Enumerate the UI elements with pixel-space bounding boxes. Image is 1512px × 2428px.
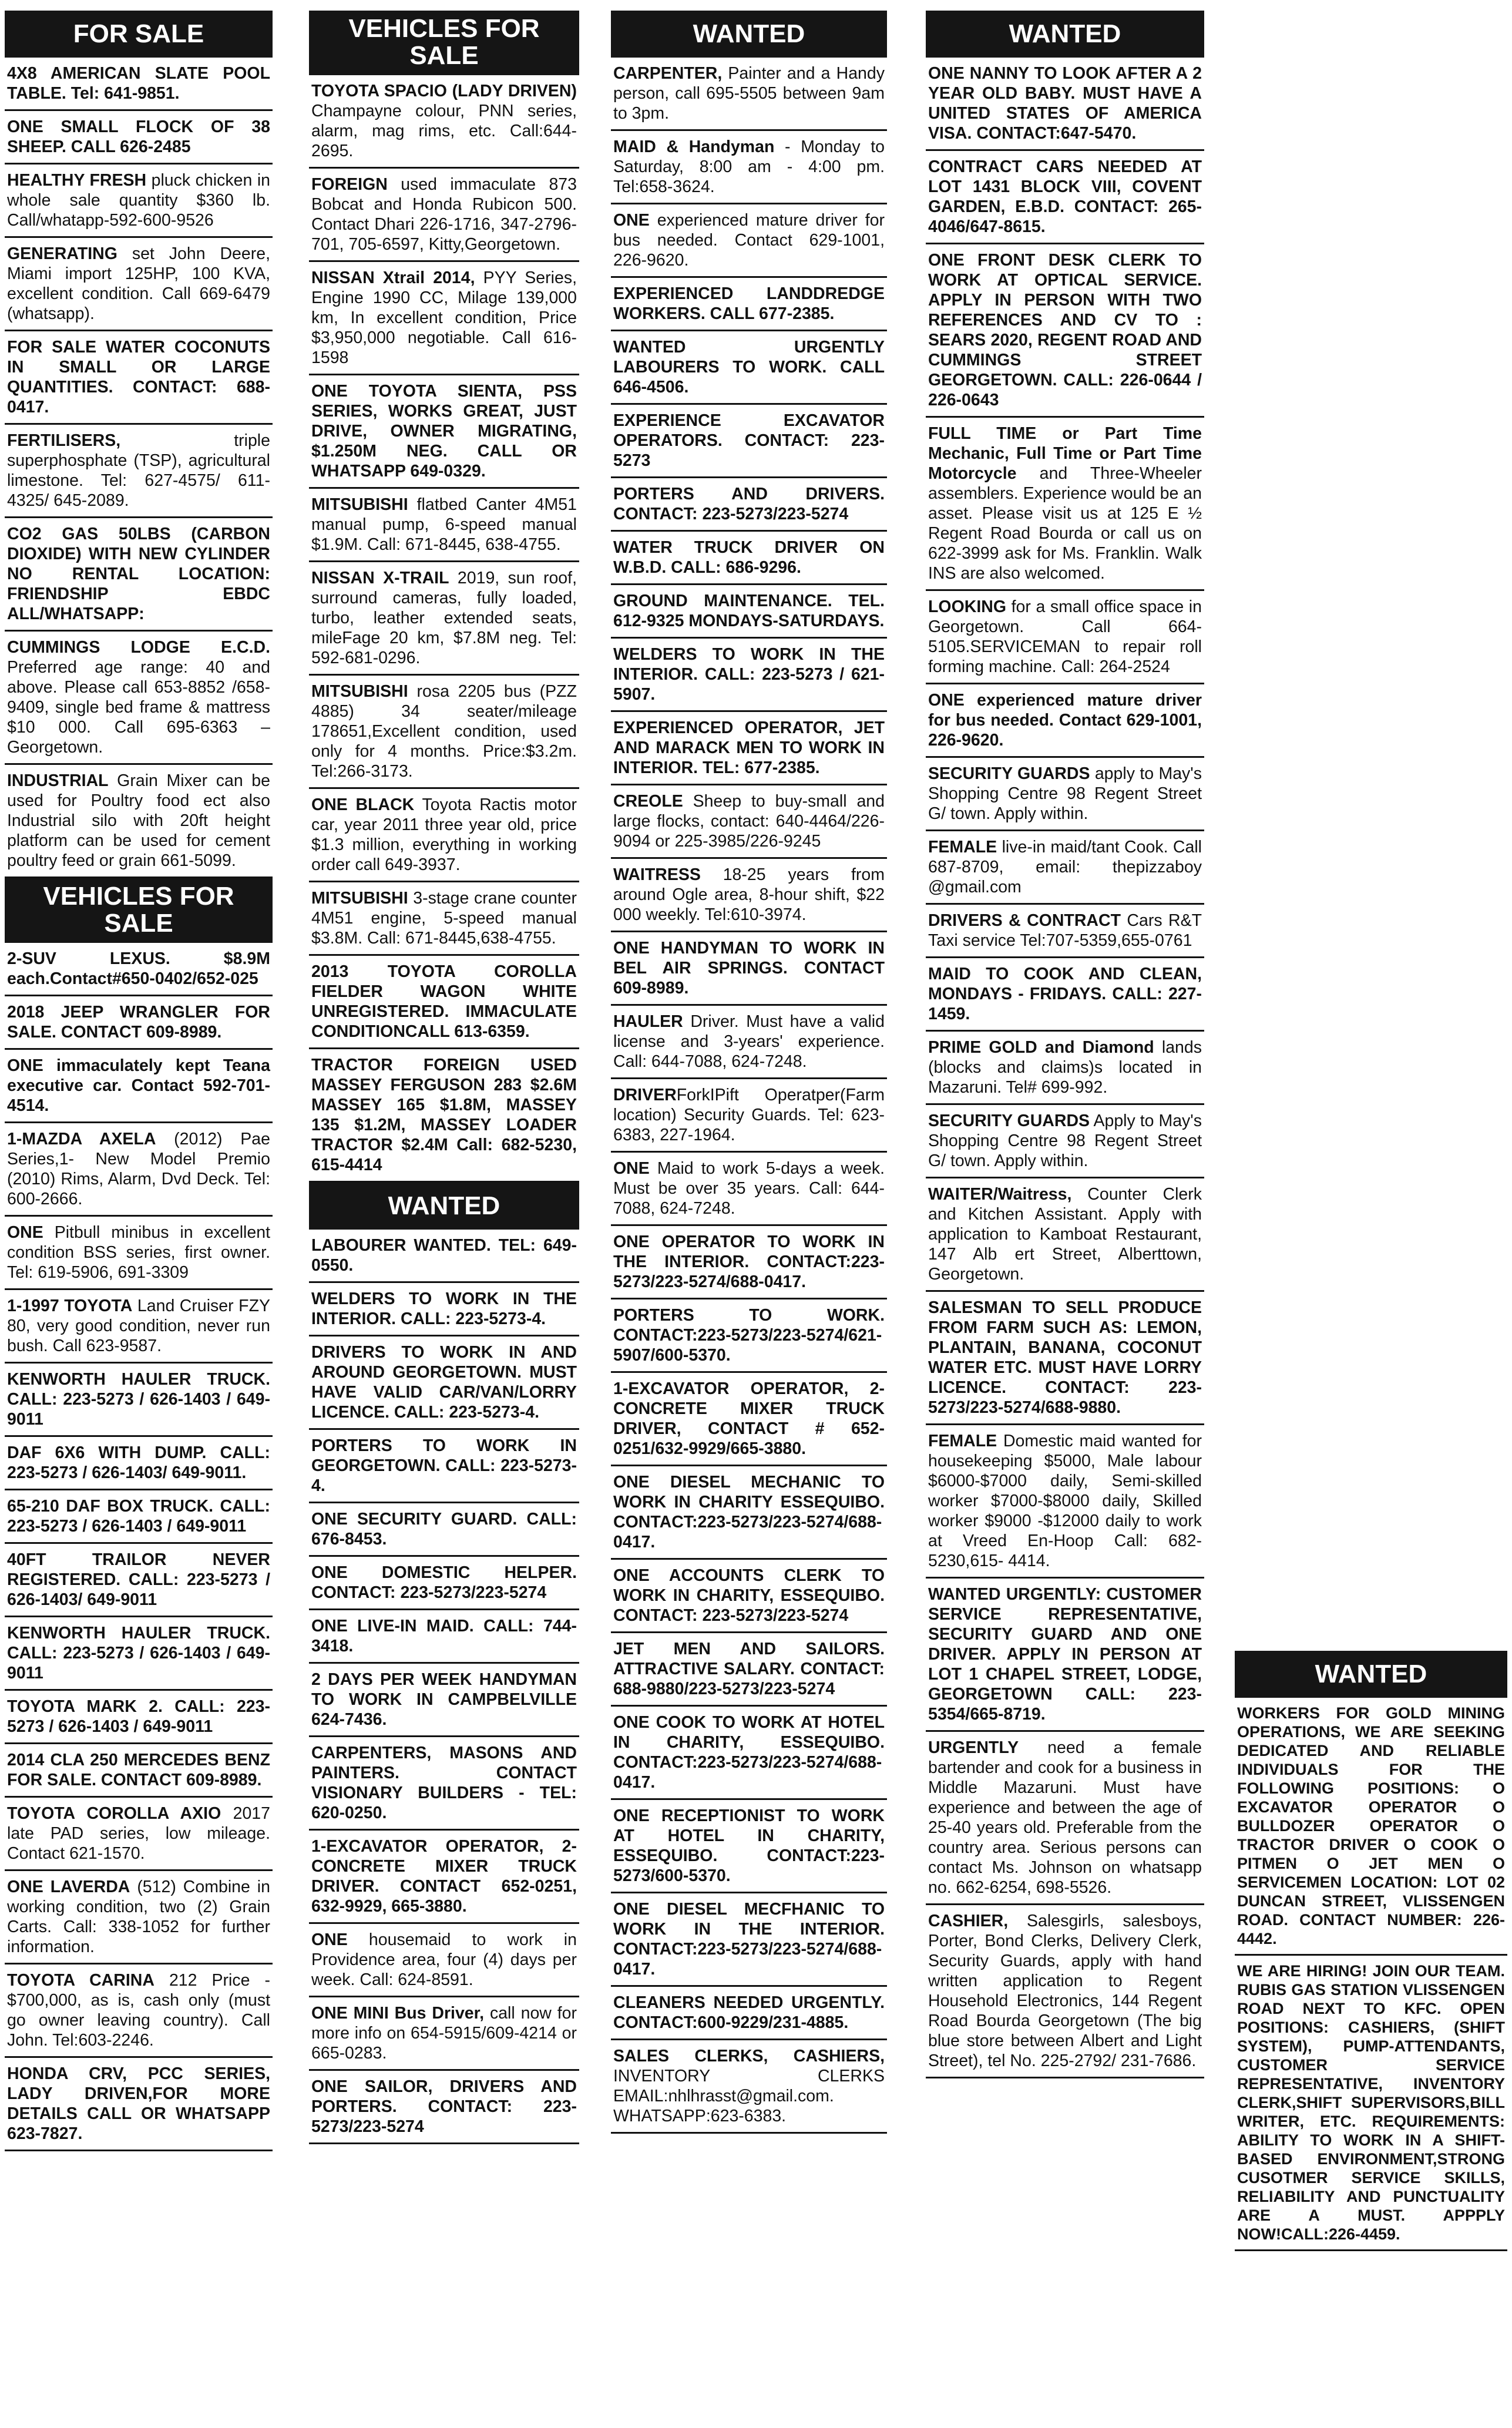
ad-body: Salesgirls, salesboys, Porter, Bond Clerks, Delivery Clerk, Security Guards, apply with hand written application to Regent Household Electronics, 144 Regent Road Bourda Georgetown (The big blue store between Albert and Light Street), tel No. 225-2792/ 231-7686. [928,1912,1202,2070]
ad-lead: LOOKING [928,597,1006,616]
classified-ad [611,1299,887,1373]
classified-ad [5,1217,273,1290]
column-3 [611,11,887,2424]
ad-lead: FOR SALE WATER COCONUTS IN SMALL OR LARGE QUANTITIES. CONTACT: 688-0417. [7,338,270,417]
classified-ad [926,58,1204,151]
classified-ad [926,591,1204,684]
ad-lead: KENWORTH HAULER TRUCK. CALL: 223-5273 / 626-1403 / 649-9011 [7,1624,270,1683]
ad-lead: MAID TO COOK AND CLEAN, MONDAYS - FRIDAYS. CALL: 227-1459. [928,965,1202,1023]
ad-lead: ONE SMALL FLOCK OF 38 SHEEP. CALL 626-2485 [7,117,270,156]
ad-body: Maid to work 5-days a week. Must be over 35 years. Call: 644-7088, 624-7248. [613,1159,885,1218]
classified-ad [309,562,579,676]
ad-lead: ONE HANDYMAN TO WORK IN BEL AIR SPRINGS. CONTACT 609-8989. [613,939,885,998]
ad-lead: TRACTOR FOREIGN USED MASSEY FERGUSON 283 $2.6M MASSEY 165 $1.8M, MASSEY 135 $1.2M, MASSEY LOADER TRACTOR $2.4M Call: 682-5230, 615-4414 [311,1056,577,1174]
ad-body: need a female bartender and cook for a business in Middle Mazaruni. Must have experience and between the age of 25-40 years old. Preferable from the country area. Serious persons can contact Ms. Johnson on whatsapp no. 662-6254, 698-5526. [928,1738,1202,1897]
ad-body: set John Deere, Miami import 125HP, 100 KVA, excellent condition. Call 669-6479 (whatsapp). [7,244,270,323]
ad-lead: 2 DAYS PER WEEK HANDYMAN TO WORK IN CAMPBELVILLE 624-7436. [311,1670,577,1729]
classified-ad [309,1283,579,1336]
ad-body: 18-25 years from around Ogle area, 8-hour shift, $22 000 weekly. Tel:610-3974. [613,865,885,924]
ad-body: for a small office space in Georgetown. Call 664-5105.SERVICEMAN to repair roll forming machine. Call: 264-2524 [928,597,1202,676]
classified-ad [611,1893,887,1987]
ad-lead: 2018 JEEP WRANGLER FOR SALE. CONTACT 609-8989. [7,1003,270,1042]
classified-ad [5,1617,273,1691]
column-5 [1235,1651,1507,2424]
ad-lead: WANTED URGENTLY LABOURERS TO WORK. CALL 646-4506. [613,338,885,397]
ad-lead: CARPENTERS, MASONS AND PAINTERS. CONTACT VISIONARY BUILDERS - TEL: 620-0250. [311,1744,577,1822]
classified-ad [309,1924,579,1997]
classified-ad [611,1006,887,1079]
classified-ad [1235,1698,1507,1956]
classified-ad [309,489,579,562]
ad-body: (2012) Pae Series,1- New Model Premio (2010) Rims, Alarm, Dvd Deck. Tel: 600-2666. [7,1130,270,1208]
ad-body: Sheep to buy-small and large flocks, contact: 640-4464/226-9094 or 225-3985/226-9245 [613,792,885,851]
classified-ad [611,712,887,785]
ad-body: used immaculate 873 Bobcat and Honda Rubicon 500. Contact Dhari 226-1716, 347-2796-701, 705-6597, Kitty,Georgetown. [311,175,577,254]
ad-lead: CUMMINGS LODGE E.C.D. [7,638,270,657]
ad-lead: EXPERIENCED OPERATOR, JET AND MARACK MEN TO WORK IN INTERIOR. TEL: 677-2385. [613,718,885,777]
ad-lead: TOYOTA CARINA [7,1971,154,1990]
classified-ad [5,1050,273,1123]
classified-ad [5,111,273,164]
ad-lead: ONE SAILOR, DRIVERS AND PORTERS. CONTACT: 223-5273/223-5274 [311,2077,577,2136]
ad-lead: FERTILISERS, [7,431,121,450]
classified-ad [309,1557,579,1610]
ad-lead: WE ARE HIRING! JOIN OUR TEAM. RUBIS GAS STATION VLISSENGEN ROAD NEXT TO KFC. OPEN POSITIONS: CASHIERS, (SHIFT SYSTEM), PUMP-ATTENDANTS, CUSTOMER SERVICE REPRESENTATIVE, INVENTORY CLERK,SHIFT SUPERVISORS,BILL WRITER, ETC. REQUIREMENTS: ABILITY TO WORK IN A SHIFT-BASED ENVIRONMENT,STRONG CUSOTMER SERVICE SKILLS, RELIABILITY AND PUNCTUALITY ARE A MUST. APPPLY NOW!CALL:226-4459. [1237,1962,1505,2243]
ad-body: Driver. Must have a valid license and 3-years' experience. Call: 644-7088, 624-7248. [613,1012,885,1071]
classified-ad [5,238,273,331]
ad-body: Cars R&T Taxi service Tel:707-5359,655-0761 [928,911,1202,950]
ad-lead: TOYOTA COROLLA AXIO [7,1804,221,1823]
classified-ad [309,1049,579,1183]
classified-ad [926,244,1204,418]
ad-lead: HAULER [613,1012,683,1031]
classified-ad [309,956,579,1049]
ad-body: triple superphosphate (TSP), agricultural limestone. Tel: 627-4575/ 611-4325/ 645-2089. [7,431,270,510]
ad-lead: PORTERS TO WORK IN GEORGETOWN. CALL: 223-5273-4. [311,1436,577,1495]
ad-lead: ONE BLACK [311,795,415,814]
ad-lead: FEMALE [928,838,997,857]
ad-lead: 1-EXCAVATOR OPERATOR, 2-CONCRETE MIXER TRUCK DRIVER. CONTACT 652-0251, 632-9929, 665-3880. [311,1837,577,1916]
ad-lead: 4X8 AMERICAN SLATE POOL TABLE. Tel: 641-9851. [7,64,270,103]
ad-lead: PRIME GOLD and Diamond [928,1038,1154,1057]
ad-lead: 2-SUV LEXUS. $8.9M each.Contact#650-0402/652-025 [7,949,270,988]
classified-ad [611,859,887,932]
classified-ad [5,765,273,878]
ad-lead: NISSAN Xtrail 2014, [311,268,475,287]
ad-lead: CO2 GAS 50LBS (CARBON DIOXIDE) WITH NEW CYLINDER NO RENTAL LOCATION: FRIENDSHIP EBDC ALL/WHATSAPP: [7,525,270,623]
classified-ad [926,1905,1204,2078]
ad-lead: ONE LIVE-IN MAID. CALL: 744-3418. [311,1617,577,1655]
ad-body: - Monday to Saturday, 8:00 am - 4:00 pm. Tel:658-3624. [613,137,885,196]
classified-ad [5,58,273,111]
ad-lead: ONE [613,211,650,230]
ad-lead: CARPENTER, [613,64,723,83]
ad-lead: FEMALE [928,1432,997,1450]
ad-lead: ONE FRONT DESK CLERK TO WORK AT OPTICAL SERVICE. APPLY IN PERSON WITH TWO REFERENCES AND CV TO : SEARS 2020, REGENT ROAD AND CUMMINGS STREET GEORGETOWN. CALL: 226-0644 / 226-0643 [928,251,1202,409]
classified-ad [5,1964,273,2058]
ad-lead: ONE TOYOTA SIENTA, PSS SERIES, WORKS GREAT, JUST DRIVE, OWNER MIGRATING, $1.250M NEG. CALL OR WHATSAPP 649-0329. [311,382,577,481]
classified-ad [611,1079,887,1153]
classified-ad [926,905,1204,958]
ad-lead: KENWORTH HAULER TRUCK. CALL: 223-5273 / 626-1403 / 649-9011 [7,1370,270,1429]
classified-ad [5,1871,273,1964]
section-header: VEHICLES FOR SALE [5,878,273,943]
classified-ad [926,958,1204,1032]
ad-lead: EXPERIENCE EXCAVATOR OPERATORS. CONTACT: 223-5273 [613,411,885,470]
ad-lead: DRIVER [613,1086,677,1104]
ad-lead: DRIVERS TO WORK IN AND AROUND GEORGETOWN. MUST HAVE VALID CAR/VAN/LORRY LICENCE. CALL: 223-5273-4. [311,1343,577,1422]
ad-lead: ONE SECURITY GUARD. CALL: 676-8453. [311,1510,577,1549]
ad-lead: DAF 6X6 WITH DUMP. CALL: 223-5273 / 626-1403/ 649-9011. [7,1443,270,1482]
classified-ad [5,632,273,765]
ad-body: Apply to May's Shopping Centre 98 Regent Street G/ town. Apply within. [928,1111,1202,1170]
ad-body: ForkIPift Operatper(Farm location) Security Guards. Tel: 623-6383, 227-1964. [613,1086,885,1144]
classified-ad [5,1798,273,1871]
classified-ad [309,2071,579,2144]
ad-body: INVENTORY CLERKS EMAIL:nhlhrasst@gmail.com. WHATSAPP:623-6383. [613,2067,885,2125]
classified-ad [5,331,273,425]
ad-lead: ONE NANNY TO LOOK AFTER A 2 YEAR OLD BABY. MUST HAVE A UNITED STATES OF AMERICA VISA. CONTACT:647-5470. [928,64,1202,143]
classified-ad [5,1490,273,1544]
classified-ad [309,1610,579,1664]
ad-lead: SALESMAN TO SELL PRODUCE FROM FARM SUCH AS: LEMON, PLANTAIN, BANANA, COCONUT WATER ETC. MUST HAVE LORRY LICENCE. CONTACT: 223-5273/223-5274/688-9880. [928,1298,1202,1417]
ad-lead: ONE [7,1223,43,1242]
ad-body: PYY Series, Engine 1990 CC, Milage 139,000 km, In excellent condition, Price $3,950,000 negotiable. Call 616-1598 [311,268,577,367]
classified-ad [926,684,1204,758]
classified-ad [611,639,887,712]
ad-lead: CLEANERS NEEDED URGENTLY. CONTACT:600-9229/231-4885. [613,1993,885,2032]
classified-ad [611,2040,887,2134]
classified-ad [309,1737,579,1831]
ad-lead: FOREIGN [311,175,388,194]
classified-ad [611,131,887,204]
classified-ad [611,58,887,131]
ad-lead: WORKERS FOR GOLD MINING OPERATIONS, WE ARE SEEKING DEDICATED AND RELIABLE INDIVIDUALS FOR THE FOLLOWING POSITIONS: O EXCAVATOR OPERATOR O BULLDOZER OPERATOR O TRACTOR DRIVER O COOK O PITMEN O JET MEN O SERVICEMEN LOCATION: LOT 02 DUNCAN STREET, VLISSENGEN ROAD. CONTACT NUMBER: 226-4442. [1237,1704,1505,1947]
ad-lead: MAID & Handyman [613,137,775,156]
section-header: WANTED [611,11,887,58]
classified-ad [5,1544,273,1617]
ad-lead: CONTRACT CARS NEEDED AT LOT 1431 BLOCK VIII, COVENT GARDEN, E.B.D. CONTACT: 265-4046/647-8615. [928,157,1202,236]
column-4 [926,11,1204,2424]
classified-ad [926,151,1204,244]
classified-ad [926,1579,1204,1732]
ad-body: Toyota Ractis motor car, year 2011 three year old, price $1.3 million, everything in working order call 649-3937. [311,795,577,874]
ad-body: Painter and a Handy person, call 695-5505 between 9am to 3pm. [613,64,885,123]
classified-ad [611,785,887,859]
classified-ad [611,1373,887,1466]
classified-ad [926,1292,1204,1425]
ad-body: and Three-Wheeler assemblers. Experience would be an asset. Please visit us at 125 E ½ Regent Road Bourda or call us on 622-3999 ask for Ms. Franklin. Walk INS are also welcomed. [928,464,1202,583]
ad-lead: ONE OPERATOR TO WORK IN THE INTERIOR. CONTACT:223-5273/223-5274/688-0417. [613,1233,885,1291]
classified-ad [5,2058,273,2151]
ad-body: Pitbull minibus in excellent condition BSS series, first owner. Tel: 619-5906, 691-3309 [7,1223,270,1282]
classified-ad [5,1290,273,1364]
ad-lead: ONE [311,1930,348,1949]
ad-body: Counter Clerk and Kitchen Assistant. Apply with application to Kamboat Restaurant, 147 Alb ert Street, Alberttown, Georgetown. [928,1185,1202,1284]
classified-ad [611,1466,887,1560]
ad-lead: WAITER/Waitress, [928,1185,1072,1204]
ad-lead: ONE experienced mature driver for bus needed. Contact 629-1001, 226-9620. [928,691,1202,750]
classified-ad [5,1364,273,1437]
classified-ad [309,1664,579,1737]
classified-ad [5,943,273,996]
ad-lead: INDUSTRIAL [7,771,109,790]
ad-lead: FULL TIME or Part Time Mechanic, Full Time or Part Time Motorcycle [928,424,1202,483]
ad-body: rosa 2205 bus (PZZ 4885) 34 seater/mileage 178651,Excellent condition, used only for 4 months. Price:$3.2m. Tel:266-3173. [311,682,577,781]
ad-lead: 1-EXCAVATOR OPERATOR, 2- CONCRETE MIXER TRUCK DRIVER, CONTACT # 652-0251/632-9929/665-3880. [613,1379,885,1458]
classified-ad [309,1997,579,2071]
classified-ad [611,1560,887,1633]
ad-lead: WELDERS TO WORK IN THE INTERIOR. CALL: 223-5273 / 621-5907. [613,645,885,704]
classified-ad [611,1633,887,1707]
classified-ad [309,789,579,882]
ad-lead: 1-MAZDA AXELA [7,1130,156,1148]
ad-lead: 40FT TRAILOR NEVER REGISTERED. CALL: 223-5273 / 626-1403/ 649-9011 [7,1550,270,1609]
classified-ad [926,418,1204,591]
ad-lead: HONDA CRV, PCC SERIES, LADY DRIVEN,FOR MORE DETAILS CALL OR WHATSAPP 623-7827. [7,2064,270,2143]
ad-lead: ONE ACCOUNTS CLERK TO WORK IN CHARITY, ESSEQUIBO. CONTACT: 223-5273/223-5274 [613,1566,885,1625]
ad-body: 2017 late PAD series, low mileage. Contact 621-1570. [7,1804,270,1863]
classified-ad [611,1800,887,1893]
ad-lead: SALES CLERKS, CASHIERS, [613,2047,885,2066]
ad-lead: SECURITY GUARDS [928,764,1090,783]
ad-body: experienced mature driver for bus needed. Contact 629-1001, 226-9620. [613,211,885,270]
section-header: VEHICLES FOR SALE [309,11,579,75]
ad-body: live-in maid/tant Cook. Call 687-8709, email: thepizzaboy @gmail.com [928,838,1202,896]
section-header: WANTED [926,11,1204,58]
classified-ad [611,1226,887,1299]
ad-body: 3-stage crane counter 4M51 engine, 5-speed manual $3.8M. Call: 671-8445,638-4755. [311,889,577,948]
ad-body: call now for more info on 654-5915/609-4214 or 665-0283. [311,2004,577,2063]
classified-ad [611,585,887,639]
classified-ad [611,405,887,478]
ad-lead: ONE [613,1159,650,1178]
classified-ad [309,1503,579,1557]
ad-body: Champayne colour, PNN series, alarm, mag rims, etc. Call:644-2695. [311,102,577,160]
ad-body: flatbed Canter 4M51 manual pump, 6-speed manual $1.9M. Call: 671-8445, 638-4755. [311,495,577,554]
ad-lead: ONE LAVERDA [7,1878,130,1896]
classified-ad [926,1105,1204,1178]
ad-lead: NISSAN X-TRAIL [311,569,449,587]
classified-ad [5,518,273,632]
classified-ad [611,932,887,1006]
ad-body: Land Cruiser FZY 80, very good condition, never run bush. Call 623-9587. [7,1297,270,1355]
ad-lead: EXPERIENCED LANDDREDGE WORKERS. CALL 677-2385. [613,284,885,323]
ad-lead: TOYOTA MARK 2. CALL: 223-5273 / 626-1403 / 649-9011 [7,1697,270,1736]
classified-ad [5,1744,273,1798]
classified-ad [926,758,1204,831]
classified-ad [611,278,887,331]
ad-lead: SECURITY GUARDS [928,1111,1090,1130]
classified-ad [309,676,579,789]
ad-body: 2019, sun roof, surround cameras, fully loaded, turbo, leather extended seats, mileFage 20 km, $7.8M neg. Tel: 592-681-0296. [311,569,577,667]
classified-ad [926,831,1204,905]
classified-ad [926,1178,1204,1292]
ad-lead: PORTERS TO WORK. CONTACT:223-5273/223-5274/621-5907/600-5370. [613,1306,885,1365]
classified-ad [309,262,579,375]
classified-ad [5,1437,273,1490]
ad-body: Preferred age range: 40 and above. Please call 653-8852 /658-9409, single bed frame & mattress $10 000. Call 695-6363 – Georgetown. [7,658,270,757]
classified-ad [309,1430,579,1503]
classified-ad [611,1153,887,1226]
ad-lead: ONE immaculately kept Teana executive car. Contact 592-701-4514. [7,1056,270,1115]
ad-lead: ONE RECEPTIONIST TO WORK AT HOTEL IN CHARITY, ESSEQUIBO. CONTACT:223-5273/600-5370. [613,1806,885,1885]
ad-lead: WATER TRUCK DRIVER ON W.B.D. CALL: 686-9296. [613,538,885,577]
classified-ad [309,169,579,262]
classified-ad [611,1987,887,2040]
ad-body: housemaid to work in Providence area, four (4) days per week. Call: 624-8591. [311,1930,577,1989]
ad-lead: MITSUBISHI [311,889,408,908]
section-header: WANTED [309,1183,579,1230]
classified-ad [611,1707,887,1800]
ad-lead: ONE DOMESTIC HELPER. CONTACT: 223-5273/223-5274 [311,1563,577,1602]
ad-lead: TOYOTA SPACIO (LADY DRIVEN) [311,82,577,100]
classified-ad [5,1691,273,1744]
classified-ad [5,425,273,518]
ad-lead: WAITRESS [613,865,701,884]
classified-ad [611,331,887,405]
classified-ad [5,1123,273,1217]
section-header: WANTED [1235,1651,1507,1698]
column-2 [309,11,579,2424]
classified-ad [926,1732,1204,1905]
classified-ad [926,1425,1204,1579]
ad-body: (512) Combine in working condition, two (2) Grain Carts. Call: 338-1052 for further information. [7,1878,270,1956]
ad-lead: MITSUBISHI [311,495,408,514]
ad-lead: JET MEN AND SAILORS. ATTRACTIVE SALARY. CONTACT: 688-9880/223-5273/223-5274 [613,1640,885,1698]
ad-lead: 2014 CLA 250 MERCEDES BENZ FOR SALE. CONTACT 609-8989. [7,1751,270,1789]
classified-ad [611,532,887,585]
ad-lead: CREOLE [613,792,683,811]
classified-ad [1235,1956,1507,2251]
ad-lead: ONE DIESEL MECHANIC TO WORK IN CHARITY ESSEQUIBO. CONTACT:223-5273/223-5274/688-0417. [613,1473,885,1551]
ad-lead: ONE DIESEL MECFHANIC TO WORK IN THE INTERIOR. CONTACT:223-5273/223-5274/688-0417. [613,1900,885,1979]
column-1 [5,11,273,2424]
ad-lead: WANTED URGENTLY: CUSTOMER SERVICE REPRESENTATIVE, SECURITY GUARD AND ONE DRIVER. APPLY IN PERSON AT LOT 1 CHAPEL STREET, LODGE, GEORGETOWN CALL: 223-5354/665-8719. [928,1585,1202,1724]
ad-lead: DRIVERS & CONTRACT [928,911,1121,930]
ad-lead: 65-210 DAF BOX TRUCK. CALL: 223-5273 / 626-1403 / 649-9011 [7,1497,270,1536]
classified-ad [309,1831,579,1924]
ad-body: apply to May's Shopping Centre 98 Regent Street G/ town. Apply within. [928,764,1202,823]
classified-ad [611,204,887,278]
ad-body: lands (blocks and claims)s located in Mazaruni. Tel# 699-992. [928,1038,1202,1097]
classified-ad [309,1336,579,1430]
classified-ad [5,996,273,1050]
ad-lead: PORTERS AND DRIVERS. CONTACT: 223-5273/223-5274 [613,485,885,523]
classified-ad [309,882,579,956]
ad-lead: ONE MINI Bus Driver, [311,2004,485,2023]
ad-lead: HEALTHY FRESH [7,171,147,190]
classified-ad [309,1230,579,1283]
classified-ad [5,164,273,238]
classified-ad [309,75,579,169]
ad-lead: ONE COOK TO WORK AT HOTEL IN CHARITY, ESSEQUIBO. CONTACT:223-5273/223-5274/688-0417. [613,1713,885,1792]
ad-lead: 1-1997 TOYOTA [7,1297,133,1315]
ad-lead: URGENTLY [928,1738,1019,1757]
ad-body: Domestic maid wanted for housekeeping $5000, Male labour $6000-$7000 daily, Semi-skilled worker $7000-$8000 daily, Skilled worker $9000 -$12000 daily to work at Vreed En-Hoop Call: 682-5230,615- 4414. [928,1432,1202,1570]
ad-lead: 2013 TOYOTA COROLLA FIELDER WAGON WHITE UNREGISTERED. IMMACULATE CONDITIONCALL 613-6359. [311,962,577,1041]
ad-body: 212 Price - $700,000, as is, cash only (must go owner leaving country). Call John. Tel:603-2246. [7,1971,270,2050]
ad-lead: LABOURER WANTED. TEL: 649-0550. [311,1236,577,1275]
ad-body: pluck chicken in whole sale quantity $360 lb. Call/whatapp-592-600-9526 [7,171,270,230]
ad-lead: GENERATING [7,244,117,263]
classified-ad [926,1032,1204,1105]
section-header: FOR SALE [5,11,273,58]
ad-lead: CASHIER, [928,1912,1009,1930]
ad-lead: MITSUBISHI [311,682,408,701]
ad-body: Grain Mixer can be used for Poultry food ect also Industrial silo with 20ft height platform can be used for cement poultry feed or grain 661-5099. [7,771,270,870]
classified-ad [611,478,887,532]
classified-ad [309,375,579,489]
ad-lead: GROUND MAINTENANCE. TEL. 612-9325 MONDAYS-SATURDAYS. [613,592,885,630]
ad-lead: WELDERS TO WORK IN THE INTERIOR. CALL: 223-5273-4. [311,1289,577,1328]
